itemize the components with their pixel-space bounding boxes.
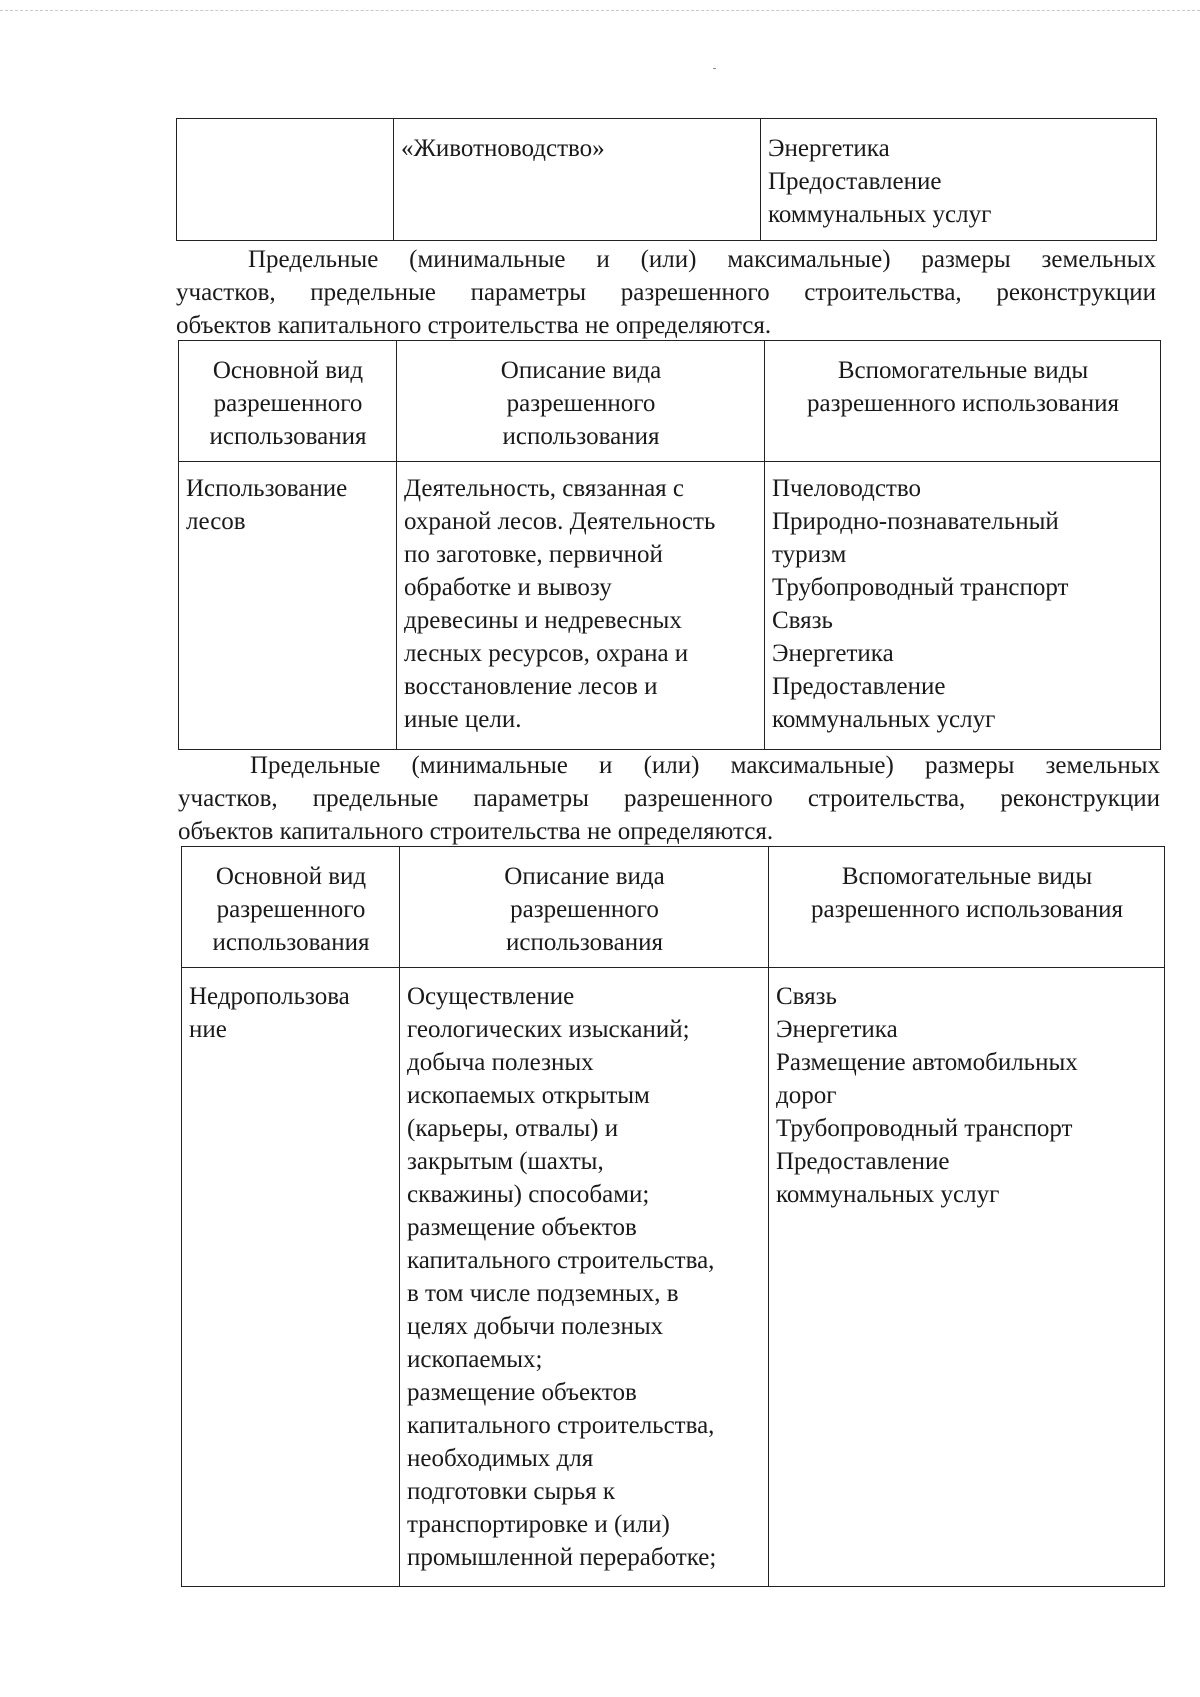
header-description: Описание вида разрешенного использования (400, 847, 769, 968)
table-row (179, 462, 1161, 750)
main-use-cell: Недропользова ние (182, 968, 400, 1587)
limits-paragraph: Предельные (минимальные и (или) максимальные) размеры земельных участков, предельные параметры разрешенного строительства, реконструкции объектов капитального строительства не определяются. (176, 246, 1156, 339)
table-forest-use (178, 340, 1161, 750)
table-row (182, 968, 1165, 1587)
table-row (177, 119, 1157, 241)
main-use-cell (177, 119, 394, 241)
limits-paragraph: Предельные (минимальные и (или) максимальные) размеры земельных участков, предельные параметры разрешенного строительства, реконструкции объектов капитального строительства не определяются. (178, 752, 1160, 845)
description-cell: «Животноводство» (394, 119, 761, 241)
table-continuation (176, 118, 1157, 241)
table-header-row (179, 341, 1161, 462)
table-subsoil-use (181, 846, 1165, 1587)
scan-speck (713, 68, 716, 69)
header-auxiliary-uses: Вспомогательные виды разрешенного использования (765, 341, 1161, 462)
auxiliary-uses-cell: Энергетика Предоставление коммунальных услуг (761, 119, 1157, 241)
description-cell: Осуществление геологических изысканий; добыча полезных ископаемых открытым (карьеры, отвалы) и закрытым (шахты, скважины) способами; размещение объектов капитального строительства, в том числе подземных, в целях добычи полезных ископаемых; размещение объектов капитального строительства, необходимых для подготовки сырья к транспортировке и (или) промышленной переработке; (400, 968, 769, 1587)
header-description: Описание вида разрешенного использования (397, 341, 765, 462)
scan-edge-line (0, 10, 1200, 11)
table-header-row (182, 847, 1165, 968)
main-use-cell: Использование лесов (179, 462, 397, 750)
header-main-use: Основной вид разрешенного использования (182, 847, 400, 968)
auxiliary-uses-cell: Пчеловодство Природно-познавательный туризм Трубопроводный транспорт Связь Энергетика Предоставление коммунальных услуг (765, 462, 1161, 750)
auxiliary-uses-cell: Связь Энергетика Размещение автомобильных дорог Трубопроводный транспорт Предоставление коммунальных услуг (769, 968, 1165, 1587)
header-auxiliary-uses: Вспомогательные виды разрешенного использования (769, 847, 1165, 968)
header-main-use: Основной вид разрешенного использования (179, 341, 397, 462)
description-cell: Деятельность, связанная с охраной лесов. Деятельность по заготовке, первичной обработке и вывозу древесины и недревесных лесных ресурсов, охрана и восстановление лесов и иные цели. (397, 462, 765, 750)
